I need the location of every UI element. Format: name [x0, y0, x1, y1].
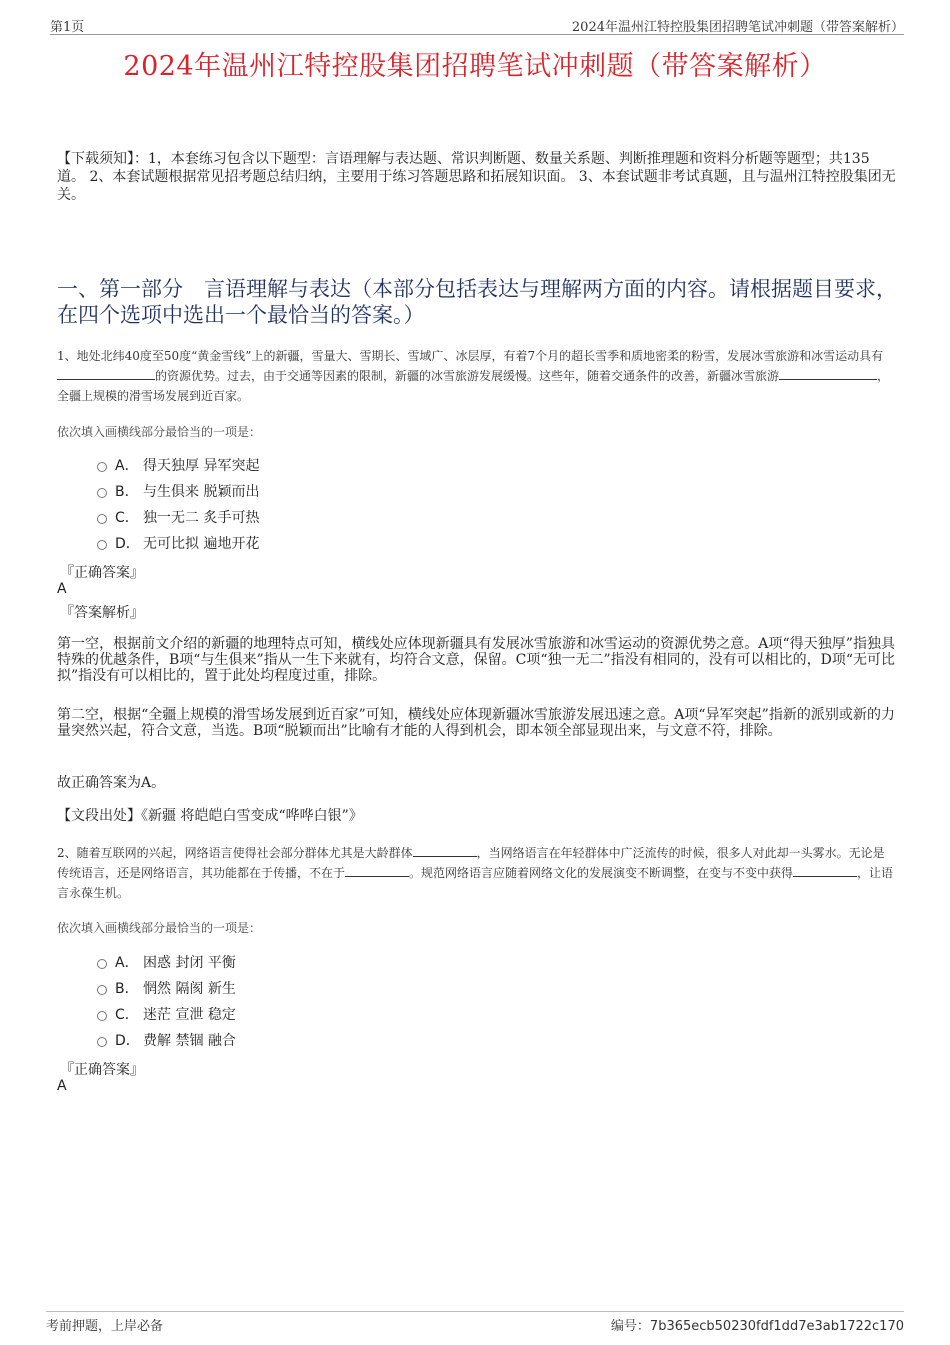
option-label: B． [115, 484, 139, 500]
question-1-answer-heading: 『正确答案』 [60, 565, 144, 581]
question-2-prompt: 依次填入画横线部分最恰当的一项是： [57, 921, 262, 935]
fill-blank [345, 864, 409, 877]
question-2-answer-heading: 『正确答案』 [60, 1062, 144, 1078]
option-text: 迷茫 宣泄 稳定 [143, 1007, 236, 1023]
question-1-source: 【文段出处】《新疆 将皑皑白雪变成“哗哗白银”》 [57, 808, 363, 824]
option-text: 得天独厚 异军突起 [143, 458, 260, 474]
question-1-analysis-paragraph-2: 第二空，根据“全疆上规模的滑雪场发展到近百家”可知，横线处应体现新疆冰雪旅游发展迅速之意。A项“异军突起”指新的派别或新的力量突然兴起，符合文意，当选。B项“脱颖而出”比喻有才能的人得到机会，即本领全部显现出来，与文意不符，排除。 [57, 707, 895, 739]
question-1-conclusion: 故正确答案为A。 [57, 775, 166, 791]
radio-icon[interactable] [97, 985, 107, 995]
question-2-option-c[interactable] [97, 1005, 236, 1025]
question-1-text-part-c: ，全疆上规模的滑雪场发展到近百家。 [57, 369, 890, 403]
option-text: 惘然 隔阂 新生 [143, 981, 236, 997]
page-number: 第1页 [50, 20, 85, 35]
radio-icon[interactable] [97, 1011, 107, 1021]
radio-icon[interactable] [97, 462, 107, 472]
question-1-answer: A [57, 581, 67, 597]
radio-icon[interactable] [97, 488, 107, 498]
option-label: D． [115, 1033, 140, 1049]
fill-blank [413, 844, 477, 857]
page-footer [46, 1311, 904, 1336]
question-1-analysis-paragraph-1: 第一空，根据前文介绍的新疆的地理特点可知，横线处应体现新疆具有发展冰雪旅游和冰雪运动的资源优势之意。A项“得天独厚”指独具特殊的优越条件，B项“与生俱来”指从一生下来就有，均符合文意，保留。C项“独一无二”指没有相同的，没有可以相比的，D项“无可比拟”指没有可以相比的，置于此处均程度过重，排除。 [57, 636, 896, 684]
question-2-option-a[interactable] [97, 953, 236, 973]
fill-blank [779, 367, 877, 380]
radio-icon[interactable] [97, 514, 107, 524]
option-label: A． [115, 955, 139, 971]
question-1-option-c[interactable] [97, 508, 259, 528]
document-title: 2024年温州江特控股集团招聘笔试冲刺题（带答案解析） [123, 51, 827, 82]
question-1-text-part-a: 1、地处北纬40度至50度“黄金雪线”上的新疆，雪量大、雪期长、雪域广、冰层厚，有着7个月的超长雪季和质地密柔的粉雪，发展冰雪旅游和冰雪运动具有 [57, 349, 884, 363]
option-text: 费解 禁锢 融合 [143, 1033, 236, 1049]
option-text: 无可比拟 遍地开花 [143, 536, 260, 552]
download-notice: 【下载须知】：1，本套练习包含以下题型：言语理解与表达题、常识判断题、数量关系题、判断推理题和资料分析题等题型；共135道。 2、本套试题根据常见招考题总结归纳，主要用于练习答题思路和拓展知识面。 3、本套试题非考试真题，且与温州江特控股集团无关。 [57, 151, 896, 203]
header-doc-title: 2024年温州江特控股集团招聘笔试冲刺题（带答案解析） [571, 20, 904, 35]
fill-blank [57, 367, 155, 380]
option-label: C． [115, 510, 139, 526]
fill-blank [793, 864, 857, 877]
question-1-text-part-b: 的资源优势。过去，由于交通等因素的限制，新疆的冰雪旅游发展缓慢。这些年，随着交通条件的改善，新疆冰雪旅游 [155, 369, 780, 383]
question-2-option-d[interactable] [97, 1031, 236, 1051]
option-label: B． [115, 981, 139, 997]
section-heading: 一、第一部分 言语理解与表达（本部分包括表达与理解两方面的内容。请根据题目要求，在四个选项中选出一个最恰当的答案。） [57, 277, 897, 327]
document-code-value: 7b365ecb50230fdf1dd7e3ab1722c170 [649, 1319, 904, 1334]
question-2-option-b[interactable] [97, 979, 236, 999]
document-code-label: 编号： [610, 1319, 650, 1334]
question-1-option-d[interactable] [97, 534, 259, 554]
option-label: C． [115, 1007, 139, 1023]
document-code [611, 1315, 904, 1334]
question-1-option-a[interactable] [97, 456, 259, 476]
question-1-option-b[interactable] [97, 482, 259, 502]
option-text: 困惑 封闭 平衡 [143, 955, 236, 971]
option-text: 独一无二 炙手可热 [143, 510, 260, 526]
radio-icon[interactable] [97, 1037, 107, 1047]
radio-icon[interactable] [97, 540, 107, 550]
option-text: 与生俱来 脱颖而出 [143, 484, 260, 500]
option-label: A． [115, 458, 139, 474]
question-2-text-part-d: ，让语言永葆生机。 [57, 866, 894, 900]
question-2-text-part-a: 2、随着互联网的兴起，网络语言使得社会部分群体尤其是大龄群体 [57, 846, 413, 860]
question-1-prompt: 依次填入画横线部分最恰当的一项是： [57, 425, 262, 439]
question-2-text-part-b: ，当网络语言在年轻群体中广泛流传的时候，很多人对此却一头雾水。无论是传统语言，还是网络语言，其功能都在于传播，不在于 [57, 846, 885, 880]
footer-slogan: 考前押题，上岸必备 [46, 1319, 164, 1334]
option-label: D． [115, 536, 140, 552]
page-header [50, 14, 904, 35]
question-1-text [57, 346, 895, 406]
question-2-text [57, 843, 895, 903]
question-2-text-part-c: 。规范网络语言应随着网络文化的发展演变不断调整，在变与不变中获得 [409, 866, 794, 880]
question-2-answer: A [57, 1078, 67, 1094]
question-1-analysis-heading: 『答案解析』 [60, 605, 144, 621]
radio-icon[interactable] [97, 959, 107, 969]
